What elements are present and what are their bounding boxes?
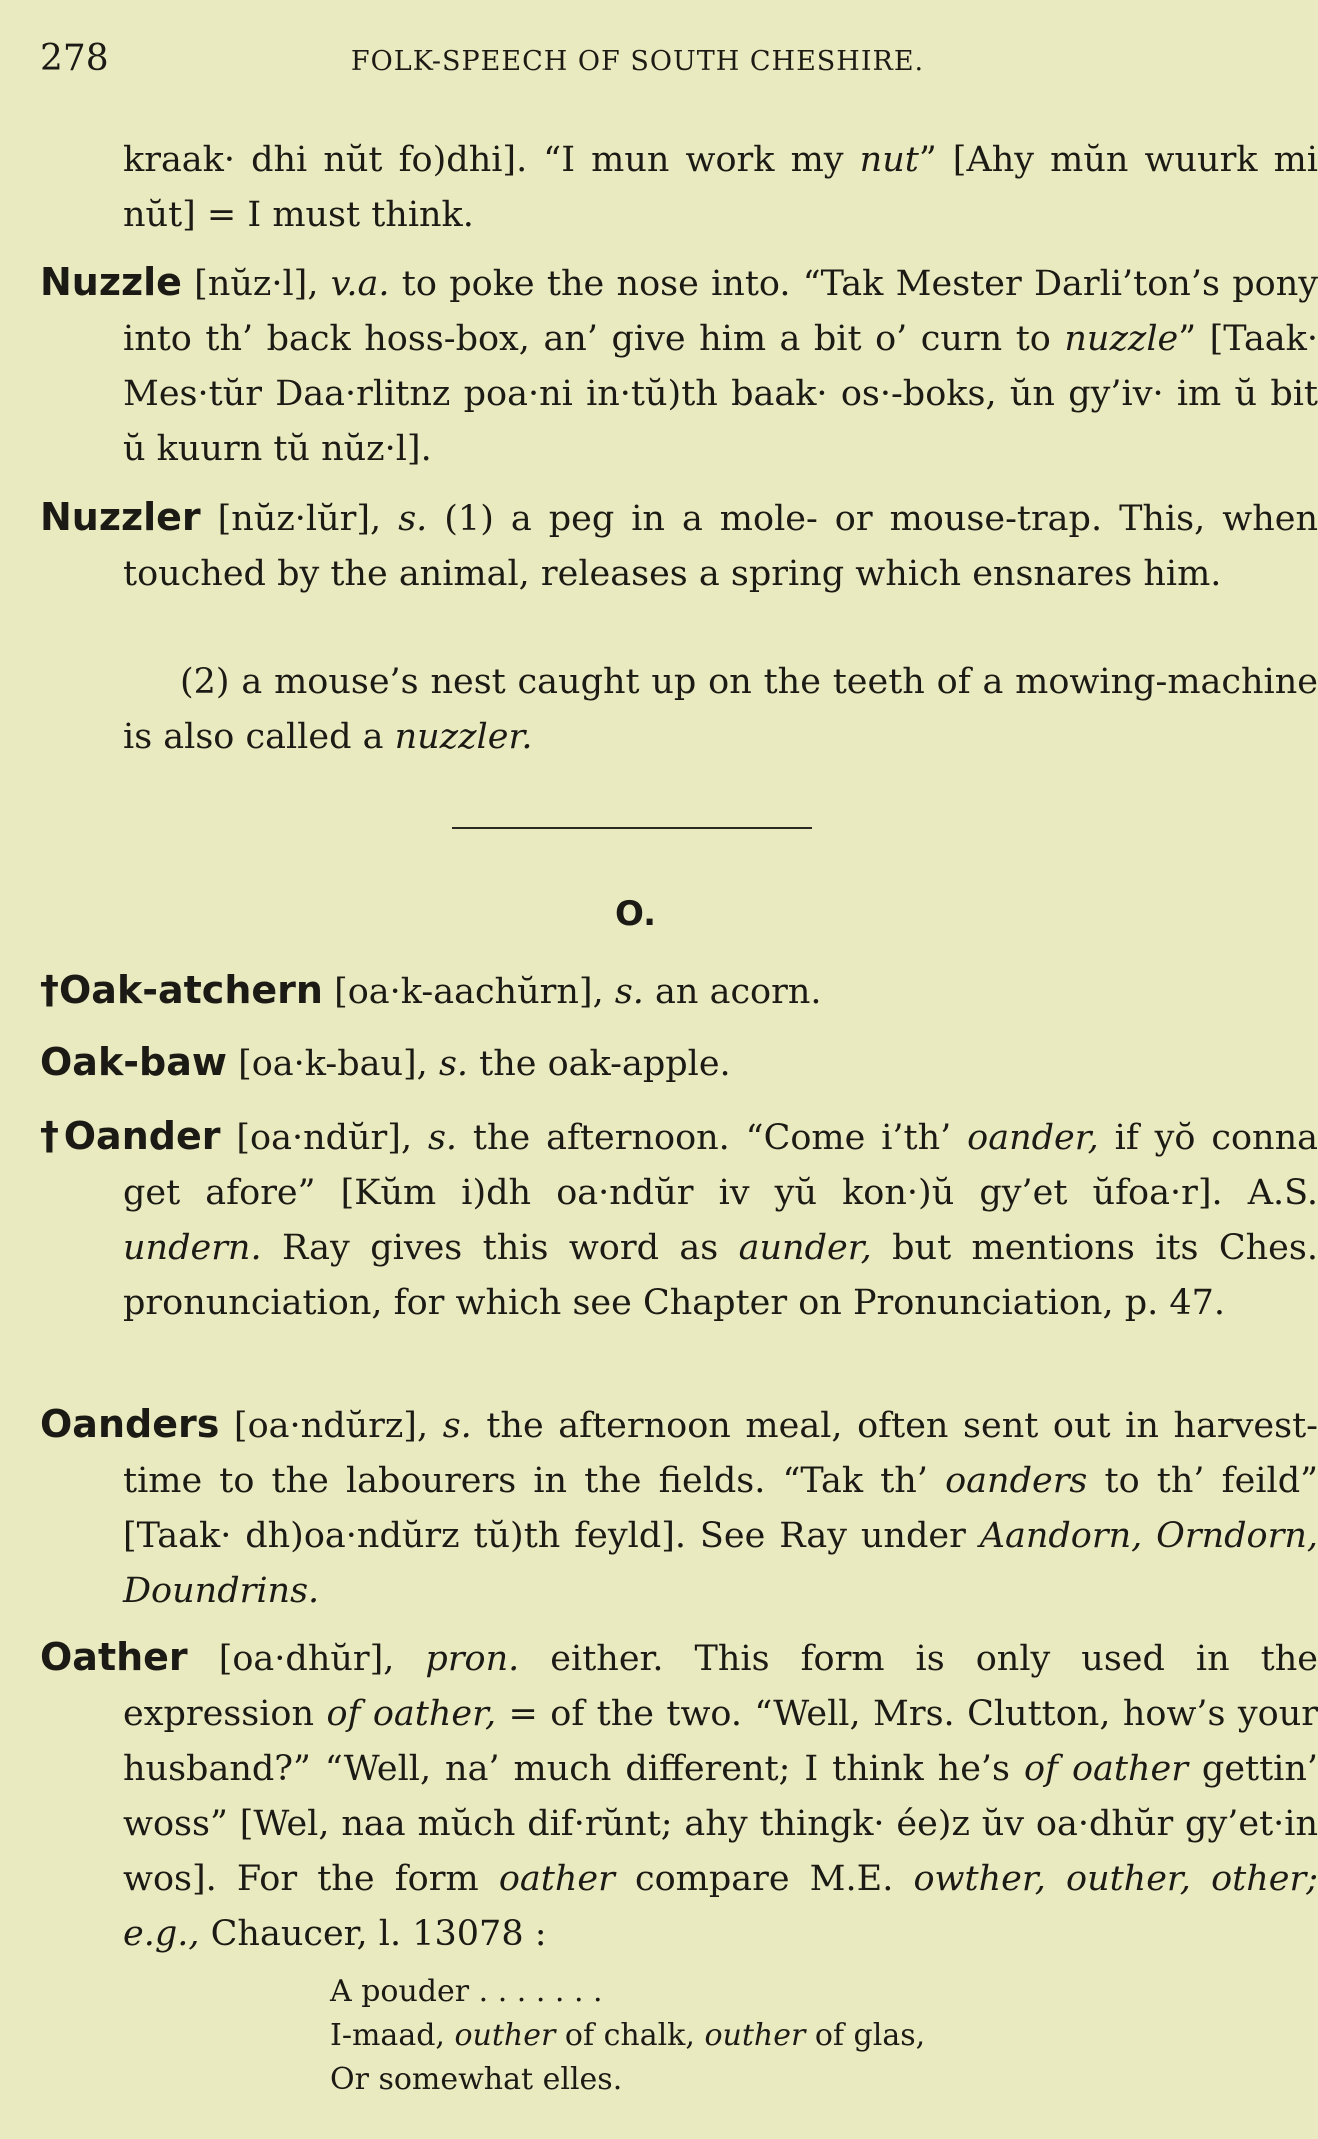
entry-oander [40, 1109, 1318, 1331]
headword: Oather [40, 1635, 188, 1679]
italic-text: of oather [1023, 1749, 1188, 1789]
entry-nuzzler-sense-2 [40, 655, 1318, 765]
headword: †Oander [40, 1114, 221, 1158]
text: I-maad, [330, 2018, 455, 2053]
text: (2) a mouse’s nest caught up on the teeth of a mowing-machine is also called a [123, 662, 1318, 757]
italic-text: outher [704, 2018, 806, 2053]
italic-text: s. [614, 972, 644, 1012]
entry-oak-baw [40, 1035, 1318, 1092]
text: [nŭz·lŭr], [200, 499, 399, 539]
italic-text: owther, outher, other; e.g., [123, 1859, 1318, 1954]
entry-continuation [40, 133, 1318, 243]
headword: Oanders [40, 1402, 220, 1446]
text: gettin’ woss” [Wel, naa mŭch dif·rŭnt; ahy thingk· ée)z ŭv oa·dhŭr gy’et·in wos]. For the form [123, 1749, 1318, 1899]
entry-oanders [40, 1397, 1318, 1619]
italic-text: undern. [123, 1228, 262, 1268]
text: the afternoon. “Come i’th’ [457, 1118, 968, 1158]
text: to th’ feild” [Taak· dh)oa·ndŭrz tŭ)th feyld]. See Ray under [123, 1461, 1318, 1556]
section-divider [452, 827, 812, 829]
text: [oa·k-aachŭrn], [322, 972, 615, 1012]
text: [oa·ndŭrz], [219, 1406, 443, 1446]
text: [oa·ndŭr], [220, 1118, 428, 1158]
text: compare M.E. [614, 1859, 914, 1899]
text: but mentions its Ches. pronunciation, for which see Chapter on Pronunciation, p. 47. [123, 1228, 1318, 1323]
italic-text: oanders [945, 1461, 1088, 1501]
italic-text: pron. [425, 1639, 520, 1679]
italic-text: oather [498, 1859, 615, 1899]
text: the afternoon meal, often sent out in harvest-time to the labourers in the fields. “Tak th’ [123, 1406, 1318, 1501]
text: Ray gives this word as [261, 1228, 739, 1268]
text: an acorn. [643, 972, 822, 1012]
text: (1) a peg in a mole- or mouse-trap. This, when touched by the animal, releases a spring which ensnares him. [123, 499, 1318, 594]
italic-text: s. [427, 1118, 458, 1158]
entry-nuzzler [40, 490, 1318, 602]
text: ” [Ahy mŭn wuurk mi nŭt] = I must think. [123, 140, 1318, 235]
entry-oak-atchern [40, 963, 1318, 1020]
italic-text: nut [859, 140, 919, 180]
italic-text: s. [398, 499, 428, 539]
text: the oak-apple. [468, 1044, 731, 1084]
text: to poke the nose into. “Tak Mester Darli’ton’s pony into th’ back hoss-box, an’ give him a bit o’ curn to [123, 264, 1318, 359]
italic-text: outher [454, 2018, 556, 2053]
text: [oa·dhŭr], [187, 1639, 426, 1679]
text: Chaucer, l. 13078 : [199, 1914, 547, 1954]
italic-text: v.a. [330, 264, 390, 304]
quotation-line-1: A pouder . . . . . . . [330, 1974, 603, 2009]
text: of chalk, [555, 2018, 705, 2053]
italic-text: s. [438, 1044, 469, 1084]
running-title: FOLK-SPEECH OF SOUTH CHESHIRE. [350, 46, 925, 77]
quotation-block [330, 1970, 925, 2102]
entry-nuzzle [40, 255, 1318, 477]
text: ” [Taak· Mes·tŭr Daa·rlitnz poa·ni in·tŭ)th baak· os·-boks, ŭn gy’iv· im ŭ bit ŭ kuurn tŭ nŭz·l]. [123, 319, 1318, 469]
headword: Oak-baw [40, 1040, 227, 1084]
italic-text: Aandorn, Orndorn, Doundrins. [123, 1516, 1318, 1611]
headword: †Oak-atchern [40, 968, 323, 1012]
italic-text: oander, [967, 1118, 1099, 1158]
text: [nŭz·l], [181, 264, 331, 304]
text: if yŏ conna get afore” [Kŭm i)dh oa·ndŭr iv yŭ kon·)ŭ gy’et ŭfoa·r]. A.S. [123, 1118, 1318, 1213]
text: either. This form is only used in the expression [123, 1639, 1318, 1734]
text: of glas, [805, 2018, 926, 2053]
headword: Nuzzle [40, 260, 182, 304]
text: [oa·k-bau], [226, 1044, 439, 1084]
italic-text: aunder, [738, 1228, 872, 1268]
page-number: 278 [40, 38, 109, 79]
section-letter: O. [614, 894, 657, 934]
quotation-line-3: Or somewhat elles. [330, 2062, 623, 2097]
page-header [40, 38, 1235, 88]
italic-text: of oather, [326, 1694, 497, 1734]
italic-text: nuzzle [1064, 319, 1179, 359]
entry-oather [40, 1630, 1318, 1962]
quotation-line-2 [330, 2014, 925, 2058]
text: kraak· dhi nŭt fo)dhi]. “I mun work my [123, 140, 860, 180]
italic-text: nuzzler. [394, 717, 533, 757]
italic-text: s. [442, 1406, 472, 1446]
text: = of the two. “Well, Mrs. Clutton, how’s your husband?” “Well, na’ much different; I think he’s [123, 1694, 1318, 1789]
headword: Nuzzler [40, 495, 201, 539]
